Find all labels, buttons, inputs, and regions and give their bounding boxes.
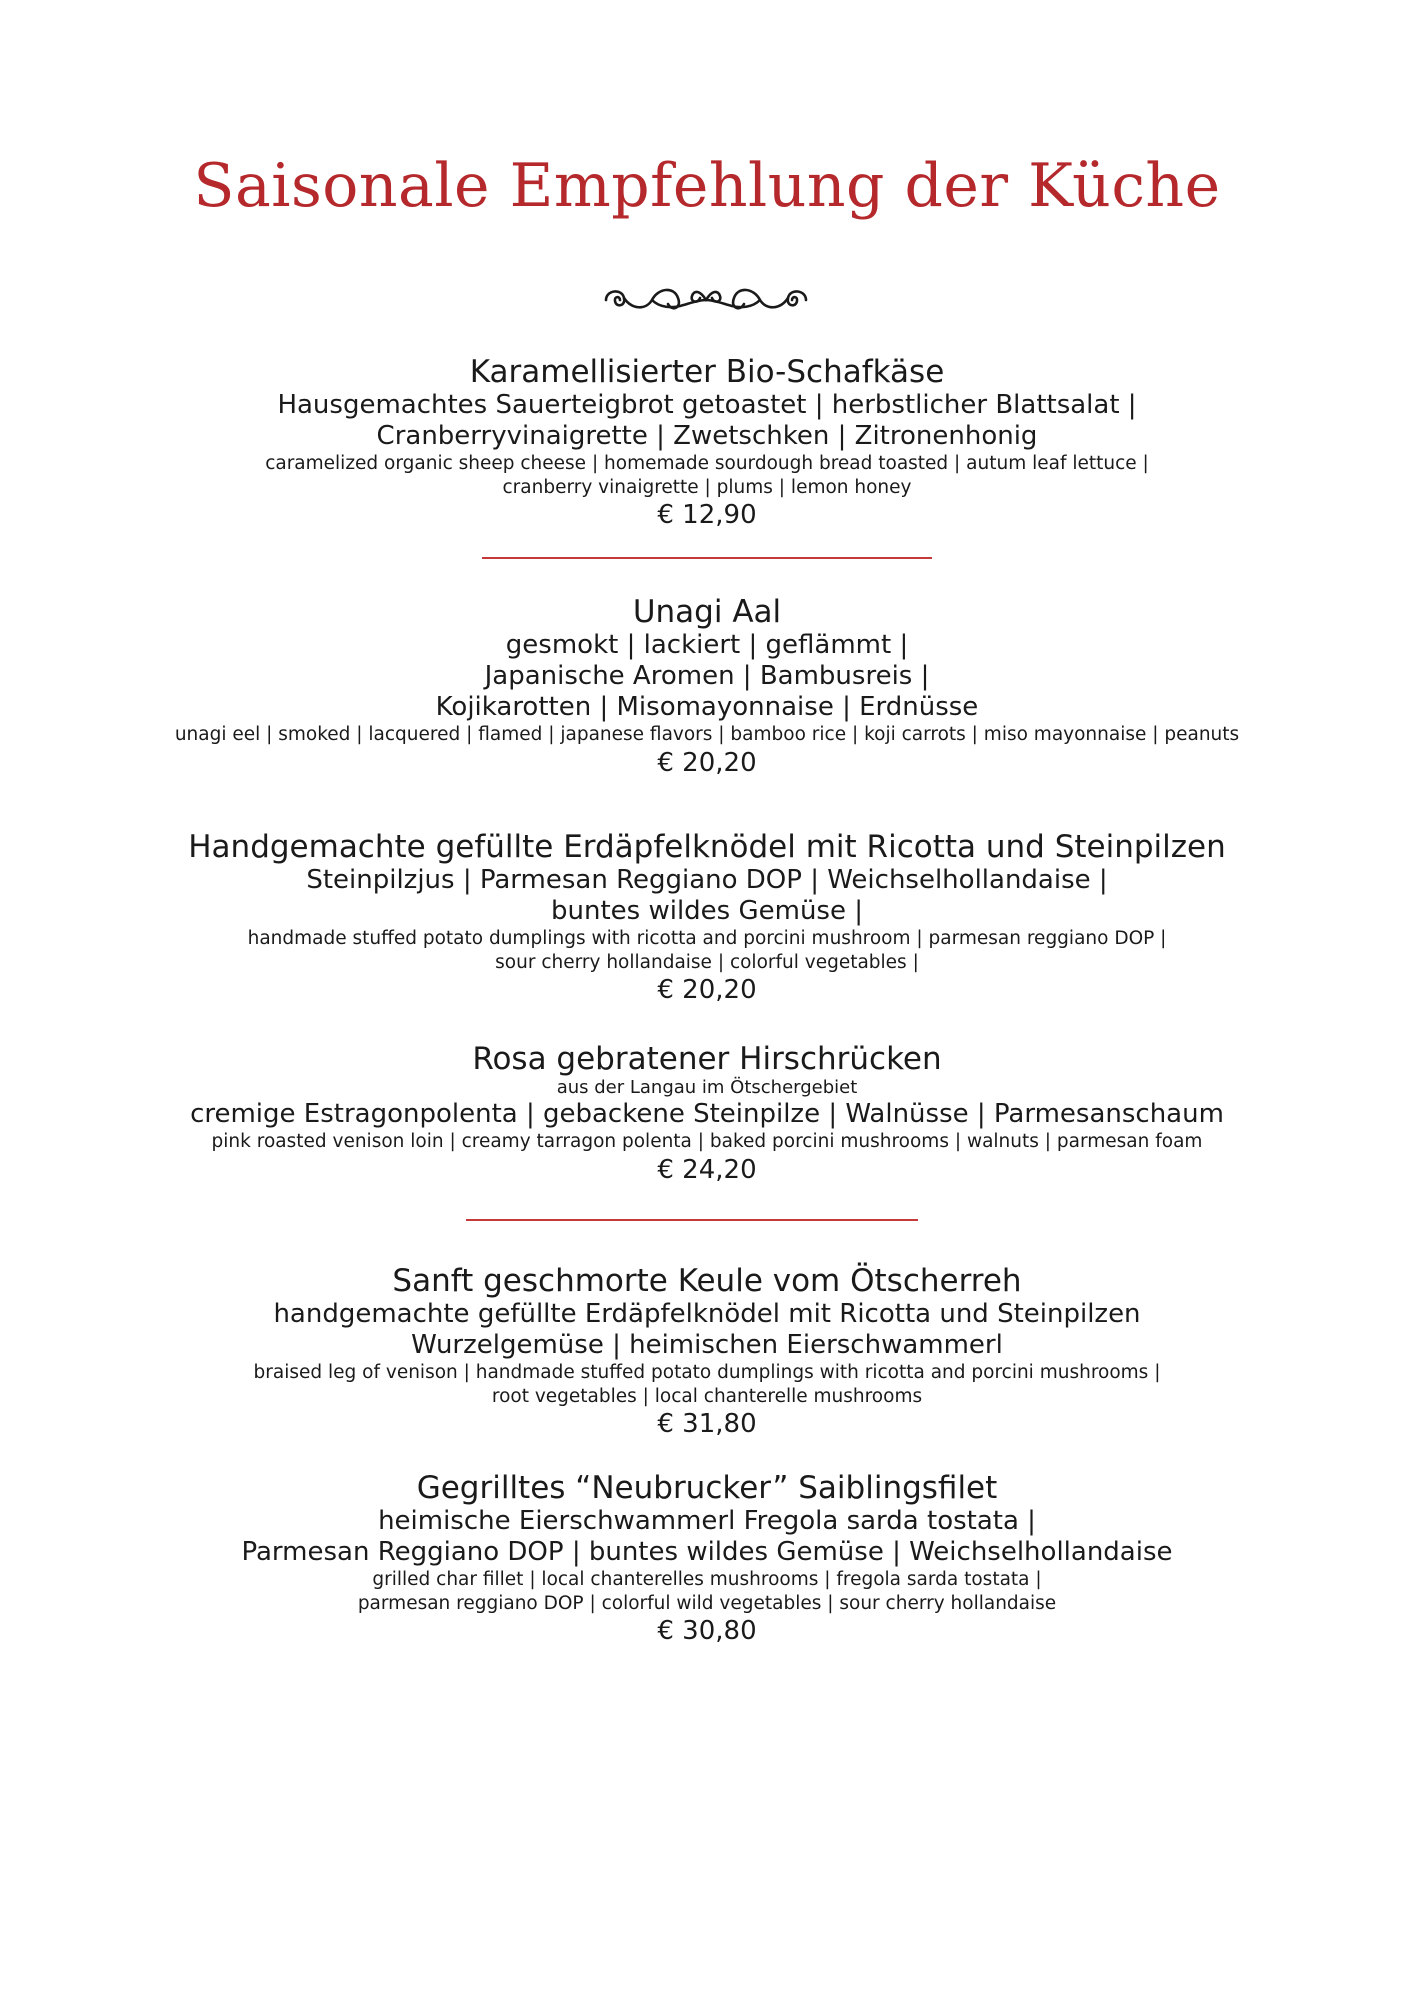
dish-description-de: Hausgemachtes Sauerteigbrot getoastet | herbstlicher Blattsalat | [277, 390, 1137, 420]
dish-description-en: handmade stuffed potato dumplings with ricotta and porcini mushroom | parmesan reggiano DOP | [247, 928, 1167, 949]
dish-description-de: cremige Estragonpolenta | gebackene Steinpilze | Walnüsse | Parmesanschaum [190, 1099, 1224, 1129]
dish-description-en: braised leg of venison | handmade stuffed potato dumplings with ricotta and porcini mushrooms | [253, 1362, 1161, 1383]
dish-name: Sanft geschmorte Keule vom Ötscherreh [392, 1263, 1022, 1299]
dish-description-en: unagi eel | smoked | lacquered | flamed | japanese flavors | bamboo rice | koji carrots | miso mayonnaise | peanuts [174, 724, 1240, 745]
dish-origin: aus der Langau im Ötschergebiet [556, 1077, 858, 1098]
dish-description-de: heimische Eierschwammerl Fregola sarda tostata | [378, 1506, 1036, 1536]
dish-description-en: grilled char fillet | local chanterelles mushrooms | fregola sarda tostata | [372, 1569, 1042, 1590]
dish-description-en: cranberry vinaigrette | plums | lemon honey [502, 476, 912, 498]
dish-description-de: handgemachte gefüllte Erdäpfelknödel mit Ricotta und Steinpilzen [273, 1299, 1141, 1329]
dish-description-en: parmesan reggiano DOP | colorful wild vegetables | sour cherry hollandaise [357, 1592, 1057, 1614]
dish-description-en: caramelized organic sheep cheese | homemade sourdough bread toasted | autum leaf lettuce | [265, 453, 1149, 474]
dish-description-de: buntes wildes Gemüse | [551, 896, 863, 926]
dish-description-de: Wurzelgemüse | heimischen Eierschwammerl [411, 1330, 1003, 1360]
dish-item [0, 1470, 1414, 1647]
dish-price: € 12,90 [657, 500, 757, 530]
dish-price: € 30,80 [657, 1616, 757, 1646]
page-title: Saisonale Empfehlung der Küche [193, 151, 1221, 221]
dish-description-de: Kojikarotten | Misomayonnaise | Erdnüsse [435, 692, 979, 722]
dish-name: Rosa gebratener Hirschrücken [472, 1041, 942, 1077]
dish-price: € 24,20 [657, 1154, 757, 1185]
dish-item [0, 594, 1414, 779]
dish-item [0, 829, 1414, 1006]
dish-description-de: Cranberryvinaigrette | Zwetschken | Zitronenhonig [376, 421, 1038, 451]
dish-name: Gegrilltes “Neubrucker” Saiblingsfilet [416, 1470, 998, 1506]
dish-description-de: gesmokt | lackiert | geflämmt | [505, 630, 909, 660]
dish-description-en: pink roasted venison loin | creamy tarragon polenta | baked porcini mushrooms | walnuts | parmesan foam [211, 1131, 1203, 1152]
dish-price: € 20,20 [657, 747, 757, 778]
dish-description-en: root vegetables | local chanterelle mushrooms [491, 1385, 923, 1407]
dish-name: Karamellisierter Bio-Schafkäse [469, 354, 945, 390]
section-divider [482, 557, 932, 559]
dish-price: € 31,80 [657, 1409, 757, 1439]
dish-price: € 20,20 [657, 975, 757, 1005]
dish-item [0, 1041, 1414, 1186]
dish-description-de: Parmesan Reggiano DOP | buntes wildes Gemüse | Weichselhollandaise [241, 1537, 1173, 1567]
dish-item [0, 354, 1414, 531]
dish-description-en: sour cherry hollandaise | colorful vegetables | [495, 951, 919, 973]
section-divider [466, 1219, 918, 1221]
dish-name: Handgemachte gefüllte Erdäpfelknödel mit Ricotta und Steinpilzen [188, 829, 1226, 865]
dish-name: Unagi Aal [632, 594, 782, 630]
dish-description-de: Japanische Aromen | Bambusreis | [484, 661, 930, 691]
scroll-flourish-icon [602, 276, 810, 324]
dish-description-de: Steinpilzjus | Parmesan Reggiano DOP | Weichselhollandaise | [306, 865, 1108, 895]
dish-item [0, 1263, 1414, 1440]
